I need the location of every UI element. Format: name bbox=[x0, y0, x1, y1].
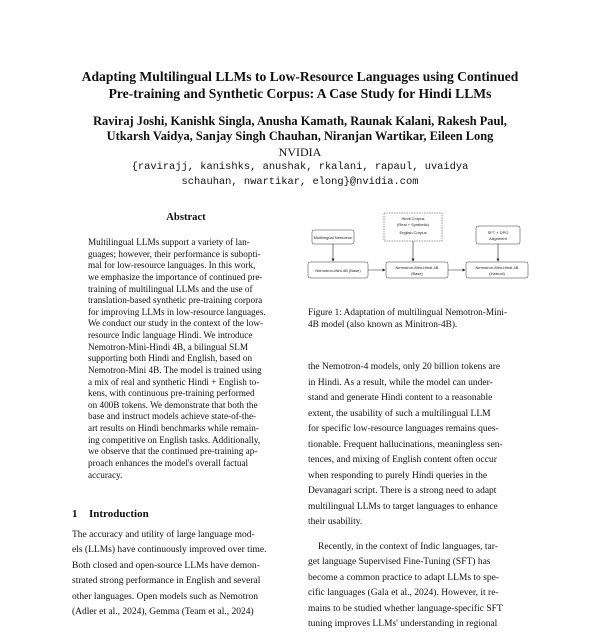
abstract-line: ing competitive on English tasks. Additionally, bbox=[88, 434, 261, 445]
author-list bbox=[40, 114, 560, 145]
abstract-line: proach enhances the model's overall factual bbox=[88, 457, 249, 468]
diagram-label: Nemotron-Mini-4B (Base) bbox=[315, 268, 361, 273]
right-column-text bbox=[308, 360, 534, 633]
abstract-line: we emphasize the importance of continued pre- bbox=[88, 271, 263, 282]
diagram-label: Nemotron-Mini-Hindi-4B bbox=[475, 265, 519, 270]
author-line: Utkarsh Vaidya, Sanjay Singh Chauhan, Niranjan Wartikar, Eileen Long bbox=[106, 129, 494, 144]
abstract-line: supporting both Hindi and English, based on bbox=[88, 353, 253, 364]
abstract-line: base and instruct models achieve state-of-the- bbox=[88, 411, 257, 422]
abstract-line: resource Indic language Hindi. We introduce bbox=[88, 330, 253, 340]
caption-line: Figure 1: Adaptation of multilingual Nemotron-Mini- bbox=[308, 308, 508, 318]
body-line: get language Supervised Fine-Tuning (SFT) has bbox=[308, 557, 491, 567]
abstract-line: on 400B tokens. We demonstrate that both the bbox=[88, 399, 258, 410]
email-line: schauhan, nwartikar, elong}@nvidia.com bbox=[181, 176, 419, 188]
body-line: their usability. bbox=[308, 517, 363, 527]
introduction-body bbox=[72, 528, 296, 620]
intro-line: els (LLMs) have continuously improved over time. bbox=[72, 545, 267, 556]
caption-line: 4B model (also known as Minitron-4B). bbox=[308, 319, 458, 330]
intro-line: The accuracy and utility of large language mod- bbox=[72, 530, 255, 540]
diagram-label: SFT + DPO bbox=[487, 230, 509, 235]
adaptation-flow-diagram bbox=[306, 210, 532, 298]
affiliation: NVIDIA bbox=[278, 145, 322, 159]
figure-1-diagram bbox=[306, 210, 532, 298]
diagram-label: Alignment bbox=[489, 236, 507, 241]
intro-line: (Adler et al., 2024), Gemma (Team et al., 2024) bbox=[72, 607, 254, 618]
abstract-line: accuracy. bbox=[88, 469, 123, 480]
abstract-line: art results on Hindi benchmarks while remain- bbox=[88, 423, 259, 433]
email-line: {ravirajj, kanishks, anushak, rkalani, rapaul, uvaidya bbox=[131, 161, 469, 173]
diagram-label: English Corpus bbox=[399, 230, 427, 235]
diagram-label: Nemotron-Mini-Hindi-4B bbox=[395, 265, 439, 270]
body-line: tences, and mixing of English content often occur bbox=[308, 455, 497, 465]
body-line: when responding to purely Hindi queries in the bbox=[308, 470, 488, 481]
intro-line: strated strong performance in English and several bbox=[72, 576, 261, 587]
body-line: multilingual LLMs to target languages to enhance bbox=[308, 501, 498, 512]
diagram-label: (Real + Synthetic) bbox=[397, 222, 429, 227]
intro-line: Both closed and open-source LLMs have demon- bbox=[72, 560, 260, 571]
paper-title bbox=[40, 68, 560, 102]
abstract-line: Multilingual LLMs support a variety of lan- bbox=[88, 237, 250, 247]
body-line: Devanagari script. There is a strong need to adapt bbox=[308, 486, 497, 496]
body-line: cific languages (Gala et al., 2024). However, it re- bbox=[308, 588, 499, 598]
figure-caption bbox=[308, 308, 536, 331]
abstract-line: translation-based synthetic pre-training corpora bbox=[88, 295, 263, 306]
author-line: Raviraj Joshi, Kanishk Singla, Anusha Kamath, Raunak Kalani, Rakesh Paul, bbox=[93, 114, 507, 128]
abstract-body bbox=[88, 237, 286, 481]
section-title: Introduction bbox=[89, 508, 149, 520]
abstract-line: Nemotron-Mini-Hindi 4B, a bilingual SLM bbox=[88, 341, 249, 352]
abstract-line: We conduct our study in the context of the low- bbox=[88, 318, 264, 329]
paragraph-gap bbox=[308, 531, 534, 540]
body-line: Recently, in the context of Indic languages, tar- bbox=[318, 541, 498, 552]
abstract-line: kens, with continuous pre-training performed bbox=[88, 388, 255, 399]
abstract-line: we observe that the continued pre-training ap- bbox=[88, 446, 258, 457]
body-line: extent, the usability of such a multilingual LLM bbox=[308, 408, 491, 419]
body-line: mains to be studied whether language-specific SFT bbox=[308, 603, 503, 614]
abstract-line: Nemotron-Mini 4B. The model is trained using bbox=[88, 364, 262, 375]
body-line: stand and generate Hindi content to a reasonable bbox=[308, 393, 493, 403]
section-number: 1 bbox=[72, 508, 78, 520]
introduction-heading bbox=[72, 508, 272, 521]
body-line: tionable. Frequent hallucinations, meaningless sen- bbox=[308, 439, 503, 450]
abstract-line: guages; however, their performance is subopti- bbox=[88, 248, 261, 259]
body-line: in Hindi. As a result, while the model can under- bbox=[308, 377, 493, 388]
alignment-box bbox=[476, 226, 520, 244]
body-line: for specific low-resource languages remains ques- bbox=[308, 424, 499, 434]
author-emails bbox=[40, 160, 560, 190]
body-line: the Nemotron-4 models, only 20 billion tokens are bbox=[308, 362, 501, 372]
title-line: Adapting Multilingual LLMs to Low-Resource Languages using Continued bbox=[81, 69, 519, 84]
intro-line: other languages. Open models such as Nemotron bbox=[72, 591, 258, 602]
body-line: tuning improves LLMs' understanding in regional bbox=[308, 619, 498, 629]
abstract-line: a mix of real and synthetic Hindi + English to- bbox=[88, 376, 260, 387]
abstract-line: mal for low-resource languages. In this work, bbox=[88, 260, 256, 271]
title-line: Pre-training and Synthetic Corpus: A Case Study for Hindi LLMs bbox=[108, 86, 492, 101]
body-line: become a common practice to adapt LLMs to spe- bbox=[308, 572, 499, 583]
abstract-heading: Abstract bbox=[166, 212, 206, 223]
abstract-line: training of multilingual LLMs and the use of bbox=[88, 283, 253, 294]
diagram-label: Multilingual Nemotron bbox=[313, 235, 353, 240]
diagram-label: (Base) bbox=[411, 271, 423, 276]
diagram-label: (Instruct) bbox=[489, 271, 505, 276]
diagram-label: Hindi Corpus bbox=[401, 216, 425, 221]
abstract-line: for improving LLMs in low-resource languages. bbox=[88, 306, 266, 317]
